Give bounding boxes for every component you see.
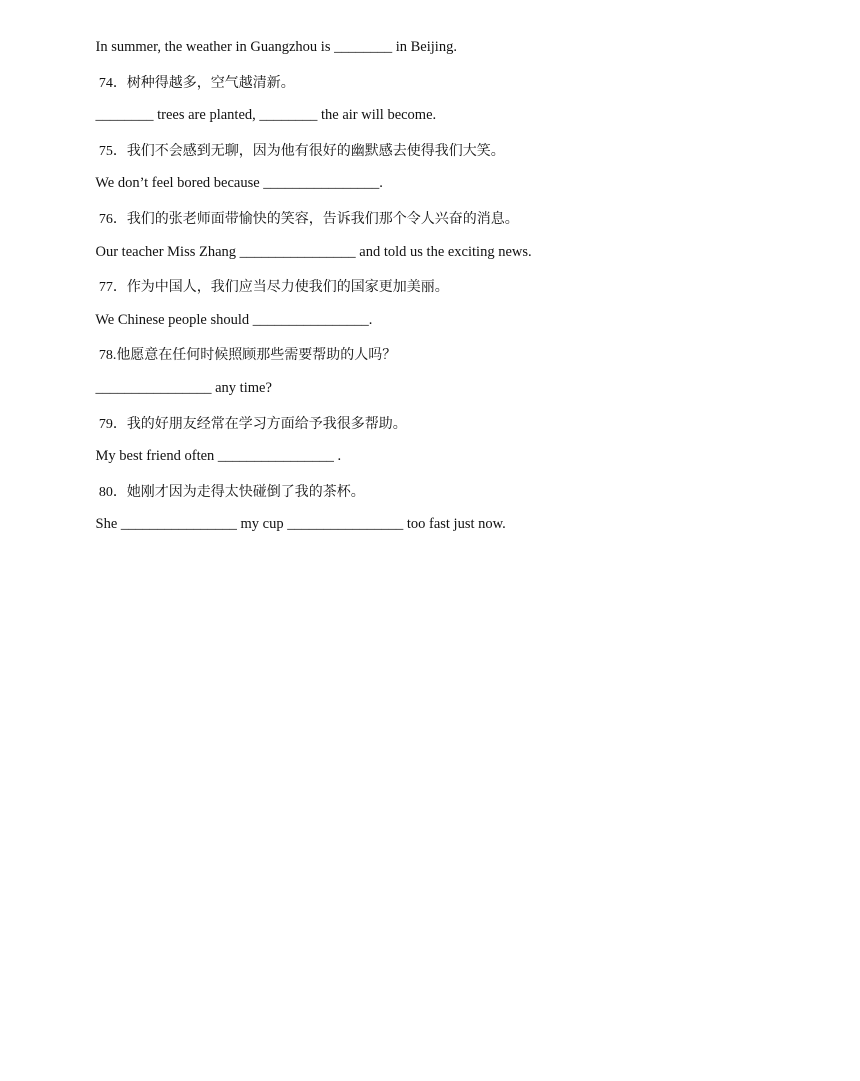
answer-sentence: We Chinese people should ________________.	[95, 312, 373, 328]
question-number: 75．	[98, 144, 127, 159]
question-number: 77．	[98, 280, 127, 295]
answer-sentence: My best friend often ________________ .	[95, 448, 342, 464]
answer-sentence: Our teacher Miss Zhang ________________ and told us the exciting news.	[95, 244, 532, 260]
question-prompt: 我的好朋友经常在学习方面给予我很多帮助。	[126, 416, 407, 432]
question-number: 79．	[98, 417, 127, 432]
question-number: 78.	[98, 348, 117, 363]
answer-sentence: ________________ any time?	[95, 380, 272, 396]
question-prompt: 我们不会感到无聊，因为他有很好的幽默感去使得我们大笑。	[126, 143, 505, 159]
question-prompt: 他愿意在任何时候照顾那些需要帮助的人吗？	[116, 347, 397, 363]
question-prompt: 她刚才因为走得太快碰倒了我的茶杯。	[126, 484, 365, 500]
question-number: 80．	[98, 485, 127, 500]
question-prompt: 作为中国人，我们应当尽力使我们的国家更加美丽。	[126, 279, 449, 295]
question-number: 76．	[98, 212, 127, 227]
question-number: 74．	[98, 76, 127, 91]
q80-answer-line	[81, 497, 506, 551]
question-prompt: 我们的张老师面带愉快的笑容，告诉我们那个令人兴奋的消息。	[126, 211, 519, 227]
question-prompt: 树种得越多，空气越清新。	[126, 75, 295, 91]
answer-sentence: She ________________ my cup ________________ too fast just now.	[95, 516, 506, 532]
answer-sentence: We don’t feel bored because ________________.	[95, 175, 383, 191]
answer-sentence: In summer, the weather in Guangzhou is ________ in Beijing.	[95, 39, 457, 55]
answer-sentence: ________ trees are planted, ________ the air will become.	[95, 107, 437, 123]
